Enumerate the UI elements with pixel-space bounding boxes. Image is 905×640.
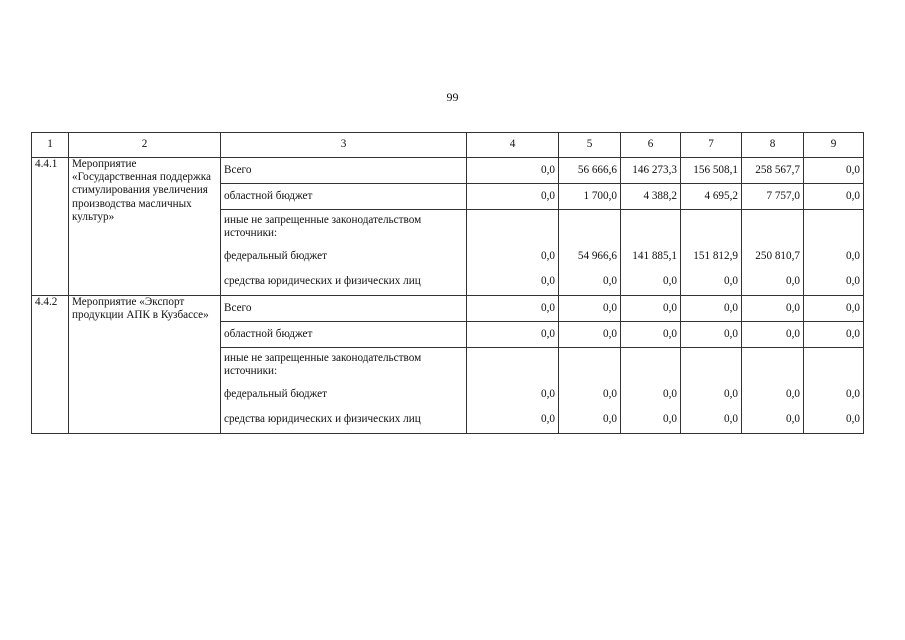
value-cell: 0,0 <box>804 322 864 348</box>
value-cell: 0,0 <box>681 407 742 434</box>
value-cell: 0,0 <box>467 158 559 184</box>
value-cell: 250 810,7 <box>742 244 804 269</box>
funding-source: областной бюджет <box>221 322 467 348</box>
funding-source: средства юридических и физических лиц <box>221 407 467 434</box>
value-cell: 0,0 <box>804 158 864 184</box>
value-cell: 0,0 <box>681 382 742 407</box>
funding-source: областной бюджет <box>221 184 467 210</box>
header-cell: 1 <box>32 133 69 158</box>
measure-code: 4.4.1 <box>32 158 69 296</box>
value-cell: 1 700,0 <box>559 184 621 210</box>
value-cell: 0,0 <box>681 269 742 296</box>
table-row <box>32 296 864 322</box>
value-cell: 0,0 <box>742 322 804 348</box>
value-cell: 0,0 <box>467 269 559 296</box>
value-cell: 0,0 <box>804 244 864 269</box>
value-cell <box>742 348 804 383</box>
value-cell: 0,0 <box>742 382 804 407</box>
measure-title: Мероприятие «Экспорт продукции АПК в Кузбассе» <box>69 296 221 434</box>
value-cell: 4 388,2 <box>621 184 681 210</box>
value-cell <box>621 348 681 383</box>
value-cell: 0,0 <box>467 382 559 407</box>
value-cell: 0,0 <box>621 296 681 322</box>
value-cell: 151 812,9 <box>681 244 742 269</box>
value-cell <box>467 348 559 383</box>
value-cell: 4 695,2 <box>681 184 742 210</box>
value-cell <box>742 210 804 245</box>
header-cell: 7 <box>681 133 742 158</box>
value-cell: 0,0 <box>621 322 681 348</box>
value-cell: 0,0 <box>804 407 864 434</box>
header-cell: 2 <box>69 133 221 158</box>
value-cell <box>621 210 681 245</box>
header-cell: 4 <box>467 133 559 158</box>
value-cell: 54 966,6 <box>559 244 621 269</box>
value-cell: 156 508,1 <box>681 158 742 184</box>
table-row <box>32 158 864 184</box>
value-cell: 0,0 <box>742 296 804 322</box>
value-cell: 0,0 <box>559 407 621 434</box>
value-cell: 0,0 <box>467 296 559 322</box>
value-cell: 0,0 <box>559 382 621 407</box>
value-cell: 0,0 <box>742 407 804 434</box>
header-cell: 9 <box>804 133 864 158</box>
funding-source: Всего <box>221 296 467 322</box>
value-cell: 7 757,0 <box>742 184 804 210</box>
header-cell: 3 <box>221 133 467 158</box>
value-cell: 146 273,3 <box>621 158 681 184</box>
value-cell: 0,0 <box>621 407 681 434</box>
funding-source-group: иные не запрещенные законодательством источники: <box>221 348 467 383</box>
header-cell: 5 <box>559 133 621 158</box>
funding-source: федеральный бюджет <box>221 244 467 269</box>
funding-source: средства юридических и физических лиц <box>221 269 467 296</box>
value-cell: 0,0 <box>621 269 681 296</box>
value-cell: 0,0 <box>621 382 681 407</box>
value-cell: 0,0 <box>804 184 864 210</box>
header-row <box>32 133 864 158</box>
value-cell: 0,0 <box>681 296 742 322</box>
value-cell: 0,0 <box>467 407 559 434</box>
value-cell: 0,0 <box>804 296 864 322</box>
value-cell <box>467 210 559 245</box>
value-cell <box>559 210 621 245</box>
value-cell: 0,0 <box>742 269 804 296</box>
value-cell: 0,0 <box>681 322 742 348</box>
value-cell <box>559 348 621 383</box>
value-cell: 0,0 <box>559 322 621 348</box>
value-cell: 141 885,1 <box>621 244 681 269</box>
value-cell: 0,0 <box>467 244 559 269</box>
value-cell <box>681 348 742 383</box>
value-cell <box>681 210 742 245</box>
funding-source: федеральный бюджет <box>221 382 467 407</box>
value-cell: 0,0 <box>559 269 621 296</box>
header-cell: 8 <box>742 133 804 158</box>
budget-table <box>31 132 864 434</box>
page-number: 99 <box>446 90 459 104</box>
value-cell: 0,0 <box>467 322 559 348</box>
value-cell: 0,0 <box>804 269 864 296</box>
funding-source: Всего <box>221 158 467 184</box>
value-cell: 0,0 <box>467 184 559 210</box>
measure-code: 4.4.2 <box>32 296 69 434</box>
value-cell: 56 666,6 <box>559 158 621 184</box>
value-cell <box>804 210 864 245</box>
header-cell: 6 <box>621 133 681 158</box>
value-cell: 0,0 <box>804 382 864 407</box>
value-cell: 258 567,7 <box>742 158 804 184</box>
measure-title: Мероприятие «Государственная поддержка стимулирования увеличения производства масличных культур» <box>69 158 221 296</box>
funding-source-group: иные не запрещенные законодательством источники: <box>221 210 467 245</box>
value-cell <box>804 348 864 383</box>
value-cell: 0,0 <box>559 296 621 322</box>
